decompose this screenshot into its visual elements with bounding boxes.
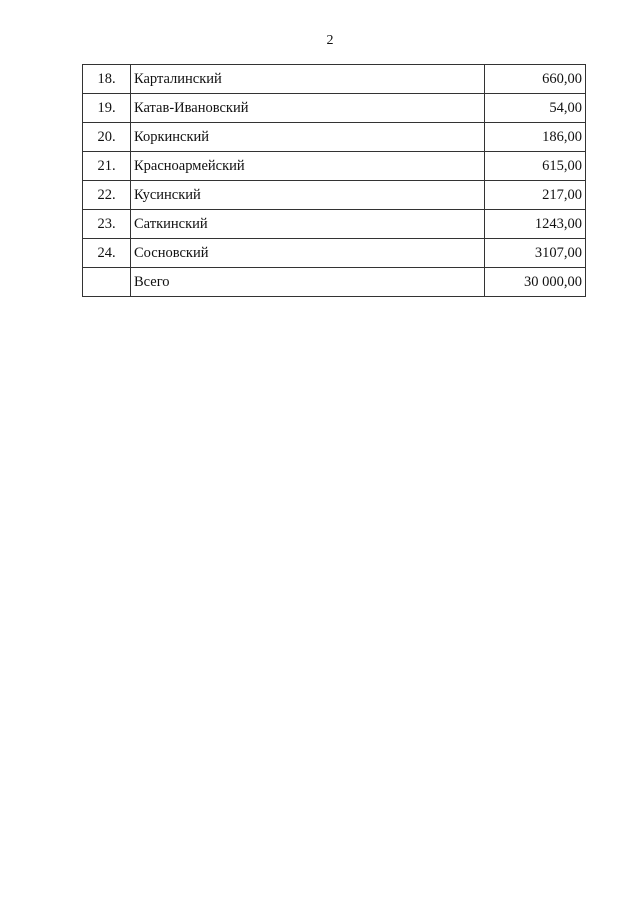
table-row xyxy=(83,181,586,210)
total-value: 30 000,00 xyxy=(485,268,586,297)
district-name: Саткинский xyxy=(131,210,485,239)
row-number: 24. xyxy=(83,239,131,268)
row-number: 22. xyxy=(83,181,131,210)
amount-value: 186,00 xyxy=(485,123,586,152)
table-row xyxy=(83,94,586,123)
table-row xyxy=(83,239,586,268)
district-name: Карталинский xyxy=(131,65,485,94)
row-number: 18. xyxy=(83,65,131,94)
table-row xyxy=(83,210,586,239)
row-number: 19. xyxy=(83,94,131,123)
table-row xyxy=(83,65,586,94)
district-name: Кусинский xyxy=(131,181,485,210)
district-name: Сосновский xyxy=(131,239,485,268)
district-name: Коркинский xyxy=(131,123,485,152)
amount-value: 1243,00 xyxy=(485,210,586,239)
total-label: Всего xyxy=(131,268,485,297)
amount-value: 54,00 xyxy=(485,94,586,123)
row-number: 20. xyxy=(83,123,131,152)
table-row xyxy=(83,123,586,152)
row-number: 23. xyxy=(83,210,131,239)
amount-value: 615,00 xyxy=(485,152,586,181)
amount-value: 217,00 xyxy=(485,181,586,210)
table-total-row xyxy=(83,268,586,297)
amount-value: 660,00 xyxy=(485,65,586,94)
row-number: 21. xyxy=(83,152,131,181)
district-name: Катав-Ивановский xyxy=(131,94,485,123)
amount-value: 3107,00 xyxy=(485,239,586,268)
district-name: Красноармейский xyxy=(131,152,485,181)
page-number: 2 xyxy=(326,33,334,48)
row-number xyxy=(83,268,131,297)
allocation-table xyxy=(82,64,586,297)
table-row xyxy=(83,152,586,181)
